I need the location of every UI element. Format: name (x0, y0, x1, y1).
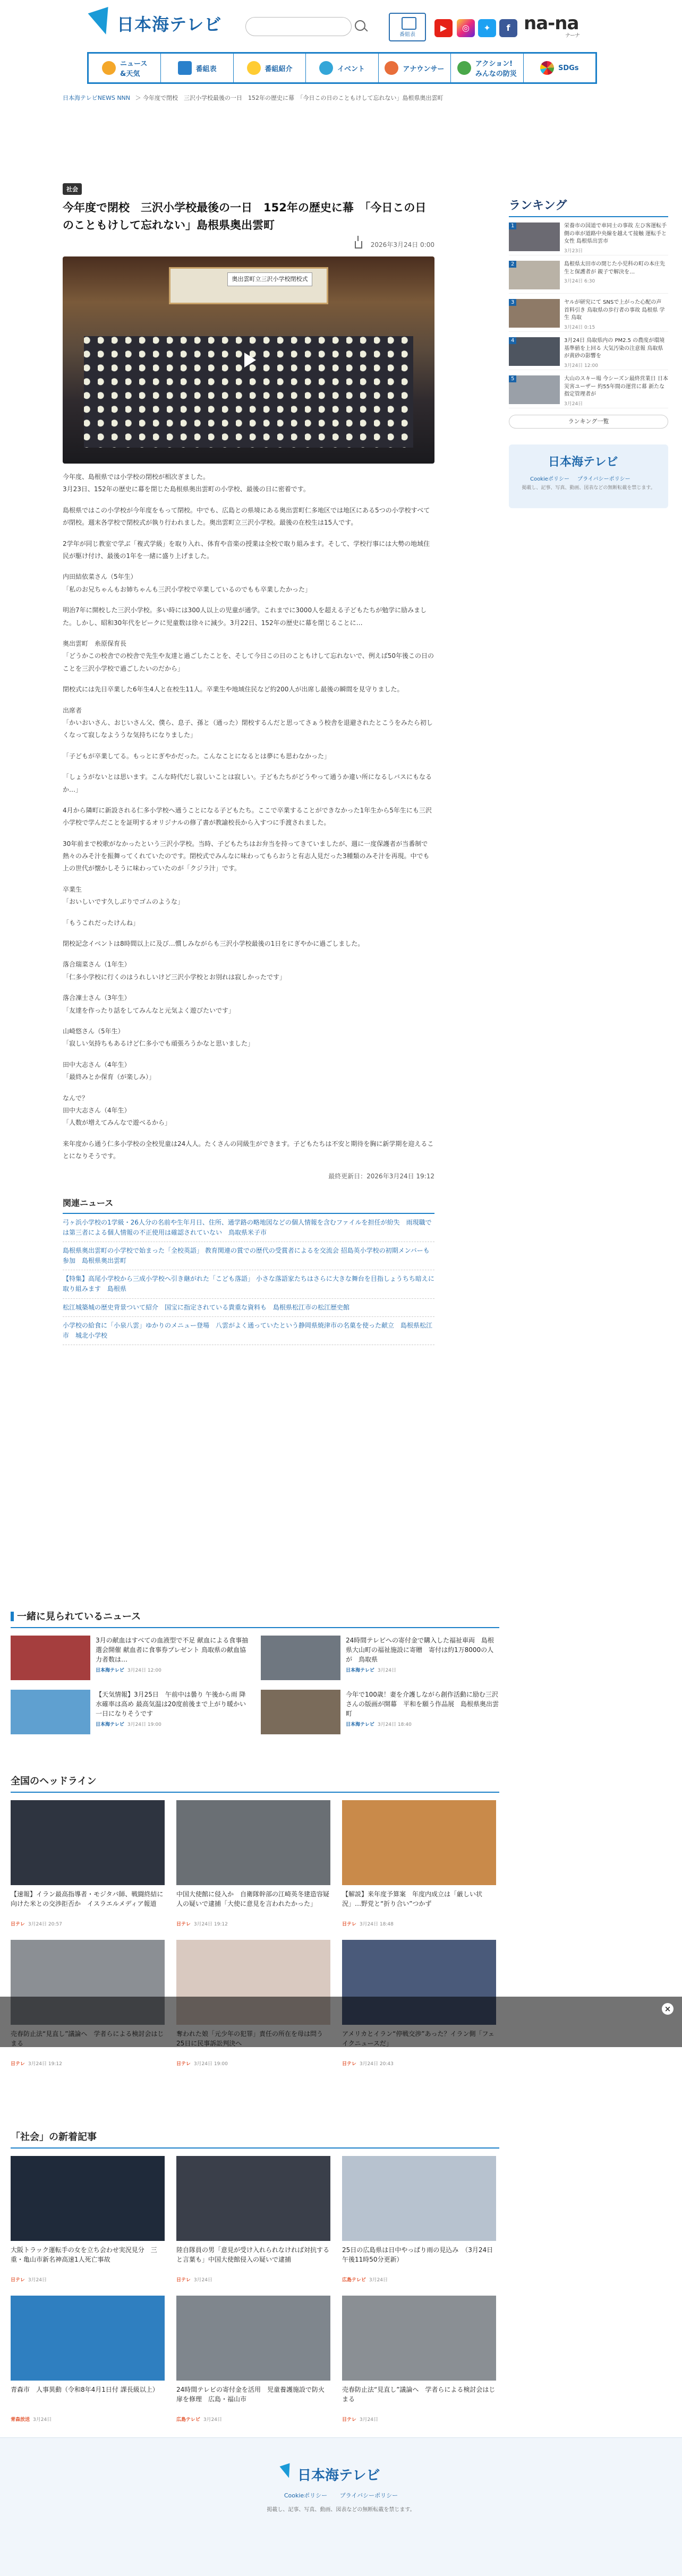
privacy-policy-link[interactable]: プライバシーポリシー (577, 476, 630, 482)
also-read-item[interactable] (261, 1690, 499, 1738)
article-title: 今年度で閉校 三沢小学校最後の一日 152年の歴史に幕 「今日この日のこともけして忘れない」島根県奥出雲町 (63, 201, 427, 232)
ranking-more-button[interactable]: ランキング一覧 (509, 415, 668, 429)
sidebar-logo[interactable]: 日本海テレビ (548, 455, 618, 469)
headline-thumbnail (11, 1800, 165, 1885)
sidebar-info-box (509, 444, 668, 508)
also-read-thumbnail (11, 1636, 90, 1680)
social-thumbnail (342, 2296, 496, 2381)
source: 日本海テレビ (346, 1722, 374, 1727)
close-icon[interactable]: × (662, 2003, 674, 2015)
nav-programs[interactable] (234, 54, 306, 82)
source: 日テレ (176, 2061, 191, 2067)
headline-card[interactable] (11, 1800, 165, 1927)
sidebar-note: 掲載し、記事、写真、動画、図表などの無断転載を禁じます。 (522, 485, 655, 491)
body-paragraph: 4月から隣町に新設される仁多小学校へ通うことになる子どもたち。ここで卒業することができなかった1年生から5年生にも三沢小学校で学んだことを証明するオリジナルの修了書が教諭校長から入すつに手渡されました。 (63, 806, 432, 827)
breadcrumb-current: ＞ 今年度で閉校 三沢小学校最後の一日 152年の歴史に幕 「今日この日のこともけして忘れない」島根県奥出雲町 (135, 95, 444, 101)
source: 日テレ (176, 1922, 191, 1927)
ranking-item[interactable] (509, 332, 668, 370)
social-text: 青森市 人事異動（令和8年4月1日付 課長級以上） (11, 2386, 159, 2393)
breadcrumb-home[interactable]: 日本海テレビNEWS NNN (63, 95, 130, 101)
schedule-button[interactable] (389, 13, 426, 41)
headline-card[interactable] (342, 1800, 496, 1927)
date: 3月24日 20:57 (28, 1922, 62, 1927)
article-date: 2026年3月24日 0:00 (370, 241, 434, 249)
ranking-thumbnail (509, 337, 560, 366)
also-read-item[interactable] (11, 1636, 249, 1683)
source: 日テレ (342, 2417, 356, 2423)
nav-news-weather[interactable] (89, 54, 161, 82)
source: 日テレ (11, 2278, 25, 2283)
headline-card[interactable] (176, 1800, 330, 1927)
nav-label: アナウンサー (403, 65, 445, 73)
related-link[interactable]: 松江城築城の歴史背景ついて紹介 国宝に指定されている貴重な資料も 島根県松江市の松江歴史館 (63, 1299, 434, 1317)
ranking-heading: ランキング (509, 196, 668, 217)
body-paragraph: 内田結依菜さん（5年生） 「私のお兄ちゃんもお姉ちゃんも三沢小学校で卒業しているのでもも卒業したかった」 (63, 573, 312, 593)
body-paragraph: 「しょうがないとは思います。こんな時代だし寂しいことは寂しい。子どもたちがどうやって通うか違い所になるしバスにもなるか…」 (63, 773, 432, 793)
footer-links (0, 2491, 682, 2500)
nav-label: 番組紹介 (265, 65, 293, 73)
nav-disaster[interactable] (451, 54, 523, 82)
also-read-text: 【天気情報】3月25日 午前中は曇り 午後から雨 降水確率は高め 最高気温は20度前後まで上がり暖かい一日になりそうです (96, 1691, 246, 1717)
sidebar-links (530, 474, 637, 482)
ranking-date: 3月24日 0:15 (564, 324, 595, 330)
date: 3月24日 (369, 2278, 388, 2283)
also-read-item[interactable] (261, 1636, 499, 1683)
ranking-date: 3月23日 (564, 248, 583, 254)
overlay-banner (0, 1997, 682, 2047)
body-paragraph: 卒業生 「おいしいです久しぶりでゴムのような」 (63, 885, 184, 906)
related-list (63, 1214, 434, 1346)
category-badge[interactable]: 社会 (63, 183, 82, 195)
also-read-item[interactable] (11, 1690, 249, 1738)
rank-number: 3 (509, 299, 516, 306)
related-heading: 関連ニュース (63, 1196, 434, 1214)
date: 3月24日 (33, 2417, 52, 2423)
source: 広島テレビ (176, 2417, 200, 2423)
footer-logo[interactable]: 日本海テレビ (297, 2464, 380, 2484)
ranking-text: 島根県太田市の閉じた小児科の町の本庄先生と保護者が 親子で解決を… (564, 261, 665, 275)
nana-sub: ナーナ (565, 33, 579, 39)
rank-number: 4 (509, 337, 516, 344)
youtube-icon[interactable]: ▶ (434, 19, 453, 37)
nana-text: na-na (524, 13, 579, 34)
ranking-text: 3月24日 鳥取県内の PM2.5 の農度が環境基準値を上回る 大気汚染の注意報 鳥取県が黄砂の影響を (564, 338, 665, 359)
body-paragraph: 山崎悠さん（5年生） 「寂しい気持ちもあるけど仁多小でも頑張ろうかなと思いました」 (63, 1027, 254, 1048)
body-paragraph: 明治7年に開校した三沢小学校。多い時には300人以上の児童が通学。これまでに3000人を超える子どもたちが勉学に励みました。しかし、昭和30年代をピークに児童数は徐々に減少。3月22日、152年の歴史に幕を閉じることに… (63, 606, 427, 627)
play-icon[interactable] (238, 349, 259, 371)
nav-label: アクション! みんなの防災 (475, 60, 517, 78)
social-text: 大阪トラック運転手の女を立ち会わせ実況見分 三重・亀山市新名神高速1人死亡事故 (11, 2246, 157, 2263)
social-meta (342, 2276, 496, 2283)
also-read-text: 今年で100歳！妻を介護しながら創作活動に励む三沢さんの版画が開幕 平和を願う作品展 島根県奥出雲町 (346, 1691, 499, 1717)
ranking-text: 大山のスキー場 今シーズン最終営業日 日本災害ユーザー 約55年間の運営に幕 新たな指定管理者が (564, 376, 668, 397)
nav-label: ニュース &天気 (120, 60, 148, 78)
nav-announcers[interactable] (379, 54, 451, 82)
headline-meta (176, 1920, 330, 1927)
headline-meta (176, 2060, 330, 2067)
logo-text: 日本海テレビ (117, 14, 222, 35)
twitter-icon[interactable]: ✦ (478, 19, 496, 37)
headline-text: 【解説】来年度予算案 年度内成立は「厳しい状況」…野党と“折り合い”つかず (342, 1890, 483, 1907)
also-read-heading-text: 一緒に見られているニュース (17, 1611, 141, 1622)
ranking-item[interactable] (509, 294, 668, 332)
ranking-item[interactable] (509, 370, 668, 408)
source: 日テレ (342, 2061, 356, 2067)
rank-number: 1 (509, 222, 516, 229)
sun-cloud-icon (102, 61, 116, 75)
related-link[interactable]: 【特集】高尾小学校から三成小学校へ引き継がれた「こども落語」 小さな落語家たちはさらに大きな舞台を目指しょうちち暗えに取り組みます 島根県 (63, 1270, 434, 1298)
also-read-meta (346, 1666, 499, 1673)
body-paragraph: 落合凜士さん（3年生） 「友達を作ったり話をしてみんなと元気よく遊びたいです」 (63, 994, 235, 1014)
nav-sdgs[interactable] (524, 54, 595, 82)
body-paragraph: 落合瑞菜さん（1年生） 「仁多小学校に行くのはうれしいけど三沢小学校とお別れは寂しかったです」 (63, 961, 286, 981)
ranking-text: 栄養市の国道で車同士の事故 左ひ客運転手側の車が道路中央線を越えて接触 運転手と女性 島根県出雲市 (564, 223, 667, 244)
also-read-meta (96, 1721, 249, 1727)
source: 日本海テレビ (346, 1668, 374, 1673)
body-paragraph: 30年前まで校歌がなかったという三沢小学校。当時、子どもたちはお弁当を持ってきていましたが、週に一度保護者が当番制で熱々のみそ汁を振舞ってくれていたのです。閉校式でみんなに味わってもらおうと有志人見だった3種類のみそ汁を再現。中でも上の世代が懐かしそうに味わっていたのが「クジラ汁」です。 (63, 840, 430, 872)
ranking-text: ヤルが研究にて SNSで上がった心配の声 首料引き 鳥取県の歩行者の事故 島根県 学生 鳥取 (564, 299, 665, 321)
article-body (63, 471, 434, 1162)
ranking-date: 3月24日 12:00 (564, 363, 598, 369)
social-thumbnail (11, 2296, 165, 2381)
article (63, 183, 434, 1345)
share-icon[interactable] (355, 241, 362, 249)
tv-icon (178, 61, 192, 75)
date: 3月24日 20:43 (359, 2061, 394, 2067)
date: 3月24日 19:12 (193, 1922, 228, 1927)
source: 日テレ (11, 2061, 25, 2067)
headline-thumbnail (176, 1800, 330, 1885)
related-link[interactable]: 島根県奥出雲町の小学校で始まった「全校英語」 教育関連の賞での歴代の受賞者によるを交流会 招島英小学校の初期メンバーも参加 島根県奥出雲町 (63, 1242, 434, 1270)
sdgs-icon (540, 61, 554, 75)
social-card[interactable] (342, 2156, 496, 2283)
social-meta (176, 2416, 330, 2423)
video-player[interactable] (63, 256, 434, 464)
date: 3月24日 (377, 1668, 397, 1673)
headline-meta (11, 1920, 165, 1927)
headline-meta (342, 2060, 496, 2067)
source: 広島テレビ (342, 2278, 366, 2283)
body-paragraph: 奥出雲町 糸原保育長 「どうかこの校舎での校舎で先生や友達と過ごしたことを、そして今日この日のこともけして忘れないで、例えば50年後この日のことを三沢小学校で過ごしたいのだから」 (63, 640, 434, 672)
ranking-thumbnail (509, 299, 560, 328)
date: 3月24日 18:48 (359, 1922, 394, 1927)
megaphone-icon (247, 61, 261, 75)
nav-events[interactable] (306, 54, 378, 82)
social-meta (342, 2416, 496, 2423)
body-paragraph: 島根県ではこの小学校が今年度をもって閉校。中でも、広島との県境にある奥出雲町仁多地区では地区にある5つの小学校すべてが閉校。週末各学校で閉校式が執り行われました。奥出雲町立三沢小学校。最後の在校生は15人です。 (63, 506, 430, 527)
headline-text: 中国大使館に侵入か 自衛隊幹部の江崎英冬建造容疑人の疑いで逮捕「大使に意見を言われたかった」 (176, 1890, 330, 1907)
body-paragraph: 2学年が同じ教室で学ぶ「複式学級」を取り入れ、体育や音楽の授業は全校で取り組みます。そして、学校行事には大勢の地域住民が駆け付け、最後の1年を一緒に盛り上げました。 (63, 540, 430, 560)
social-thumbnail (11, 2156, 165, 2241)
footer-privacy-link[interactable]: プライバシーポリシー (339, 2492, 398, 2499)
nav-label: 番組表 (195, 65, 217, 73)
date: 3月24日 (193, 2278, 213, 2283)
social-news-section (11, 2129, 499, 2423)
nav-label: SDGs (558, 64, 579, 72)
site-logo[interactable] (87, 7, 221, 39)
ranking-thumbnail (509, 261, 560, 289)
site-header (0, 0, 682, 78)
date: 3月24日 19:00 (127, 1722, 161, 1727)
cookie-policy-link[interactable]: Cookieポリシー (530, 476, 569, 482)
headlines-heading: 全国のヘッドライン (11, 1774, 499, 1793)
nav-label: イベント (337, 65, 365, 73)
facebook-icon[interactable]: f (499, 19, 517, 37)
site-footer (0, 2437, 682, 2576)
headline-text: 【速報】イラン最高指導者・モジタバ師、戦闘終結に向けた米との交渉拒否か イスラエルメディア報道 (11, 1890, 164, 1907)
source: 日本海テレビ (96, 1722, 124, 1727)
source: 青森放送 (11, 2417, 30, 2423)
heading-accent (11, 1612, 14, 1621)
source: 日テレ (342, 1922, 356, 1927)
nana-logo[interactable] (524, 13, 598, 39)
source: 日テレ (176, 2278, 191, 2283)
ranking-date: 3月24日 6:30 (564, 279, 595, 284)
ranking-thumbnail (509, 222, 560, 251)
search-input[interactable] (245, 17, 352, 36)
also-read-thumbnail (261, 1690, 340, 1734)
social-thumbnail (176, 2296, 330, 2381)
social-card[interactable] (11, 2156, 165, 2283)
ranking-thumbnail (509, 375, 560, 404)
social-news-heading: 「社会」の新着記事 (11, 2129, 499, 2149)
breadcrumb (63, 93, 447, 102)
social-text: 24時間テレビの寄付金を活用 児童養護施設で防火扉を修理 広島・福山市 (176, 2386, 325, 2403)
announcer-icon (385, 61, 398, 75)
ranking-date: 3月24日 (564, 401, 583, 407)
also-read-text: 3月の献血はすべての血液型で不足 献血による食事抽選会開催 献血者に食事券プレゼント 鳥取県の献血協力者数は… (96, 1637, 249, 1663)
social-text: 陸自隊員の男「意見が受け入れられなければ対抗すると言葉も」中国大使館侵入の疑いで逮捕 (176, 2246, 330, 2263)
social-thumbnail (176, 2156, 330, 2241)
disaster-icon (457, 61, 471, 75)
date: 3月24日 (28, 2278, 47, 2283)
rank-number: 2 (509, 261, 516, 268)
global-nav (87, 52, 597, 84)
nav-schedule[interactable] (161, 54, 233, 82)
related-link[interactable]: 小学校の給食に「小泉八雲」ゆかりのメニュー登場 八雲がよく通っていたという静岡県焼津市の名菓を使った献立 島根県松江市 城北小学校 (63, 1317, 434, 1345)
also-read-text: 24時間テレビへの寄付金で購入した福祉車両 島根県大山町の福祉施設に寄贈 寄付は約1万8000の人が 鳥取県 (346, 1637, 495, 1663)
social-card[interactable] (176, 2156, 330, 2283)
schedule-label: 番組表 (399, 32, 415, 38)
date: 3月24日 19:00 (193, 2061, 228, 2067)
body-paragraph: 閉校記念イベントは8時間以上に及び…慣しみながらも三沢小学校最後の1日をにぎやかに過ごしました。 (63, 940, 364, 948)
social-meta (11, 2276, 165, 2283)
ranking-item[interactable] (509, 217, 668, 255)
ranking-item[interactable] (509, 255, 668, 294)
body-paragraph: なんで？ 田中大志さん（4年生） 「人数が増えてみんなで遊べるから」 (63, 1094, 172, 1127)
date: 3月24日 19:12 (28, 2061, 62, 2067)
article-meta (63, 240, 434, 249)
date: 3月24日 (203, 2417, 223, 2423)
rank-number: 5 (509, 375, 516, 382)
event-icon (319, 61, 333, 75)
also-read-thumbnail (11, 1690, 90, 1734)
social-thumbnail (342, 2156, 496, 2241)
also-read-grid (11, 1636, 499, 1738)
headline-meta (11, 2060, 165, 2067)
footer-note: 掲載し、記事、写真、動画、図表などの無断転載を禁じます。 (267, 2507, 415, 2513)
logo-mark-icon (87, 7, 114, 39)
source: 日本海テレビ (96, 1668, 124, 1673)
related-link[interactable]: 弓ヶ浜小学校の1学級・26人分の名前や生年月日、住所、通学路の略地図などの個人情報を含むファイルを担任が紛失 雨現職では第三者による個人情報の不正使用は確認されていない 鳥取県米子市 (63, 1214, 434, 1242)
date: 3月24日 12:00 (127, 1668, 161, 1673)
social-meta (11, 2416, 165, 2423)
search-icon[interactable] (355, 20, 365, 31)
also-read-thumbnail (261, 1636, 340, 1680)
body-paragraph: 田中大志さん（4年生） 「最終みとか保育（が楽しみ）」 (63, 1060, 156, 1081)
also-read-section (11, 1609, 499, 1738)
social-text: 25日の広島県は日中やっぱり雨の見込み （3月24日午後11時50分更新） (342, 2246, 493, 2263)
social-card[interactable] (342, 2296, 496, 2423)
sidebar (509, 196, 668, 508)
source: 日テレ (11, 1922, 25, 1927)
social-card[interactable] (176, 2296, 330, 2423)
social-card[interactable] (11, 2296, 165, 2423)
social-meta (176, 2276, 330, 2283)
also-read-meta (96, 1666, 249, 1673)
video-banner-text: 奥出雲町立三沢小学校閉校式 (227, 272, 312, 286)
date: 3月24日 18:40 (377, 1722, 412, 1727)
headline-thumbnail (342, 1800, 496, 1885)
social-text: 売春防止法“見直し”議論へ 学者らによる検討会はじまる (342, 2386, 496, 2403)
body-paragraph: 閉校式には先日卒業した6年生4人と在校生11人。卒業生や地域住民など約200人が出席し最後の瞬間を見守りました。 (63, 686, 404, 694)
instagram-icon[interactable]: ◎ (457, 19, 475, 37)
headline-meta (342, 1920, 496, 1927)
last-updated: 最終更新日：2026年3月24日 19:12 (328, 1172, 434, 1180)
body-paragraph: 今年度、島根県では小学校の閉校が相次ぎました。 3月23日、152年の歴史に幕を閉じた島根県奥出雲町の小学校、最後の日に密着です。 (63, 473, 310, 493)
body-paragraph: 出席者 「かいおいさん、おじいさん父、僕ら、息子、孫と（通った）閉校するんだと思ってさぁう校舎を退避されたとこうをみたら初しくなって寂しなよううな気持ちになりました」 (63, 706, 433, 739)
also-read-heading (11, 1609, 499, 1628)
body-paragraph: 「子どもが卒業してる。もっとにぎやかだった。こんなことになるとは夢にも思わなかった」 (63, 752, 331, 760)
body-paragraph: 「もうこれだったけんね」 (63, 919, 140, 927)
date: 3月24日 (359, 2417, 379, 2423)
also-read-meta (346, 1721, 499, 1727)
footer-cookie-link[interactable]: Cookieポリシー (284, 2492, 328, 2499)
social-news-grid (11, 2156, 499, 2423)
body-paragraph: 来年度から通う仁多小学校の全校児童は24人人。たくさんの同級生ができます。子どもたちは不安と期待を胸に新学期を迎えることになりそうです。 (63, 1140, 434, 1160)
